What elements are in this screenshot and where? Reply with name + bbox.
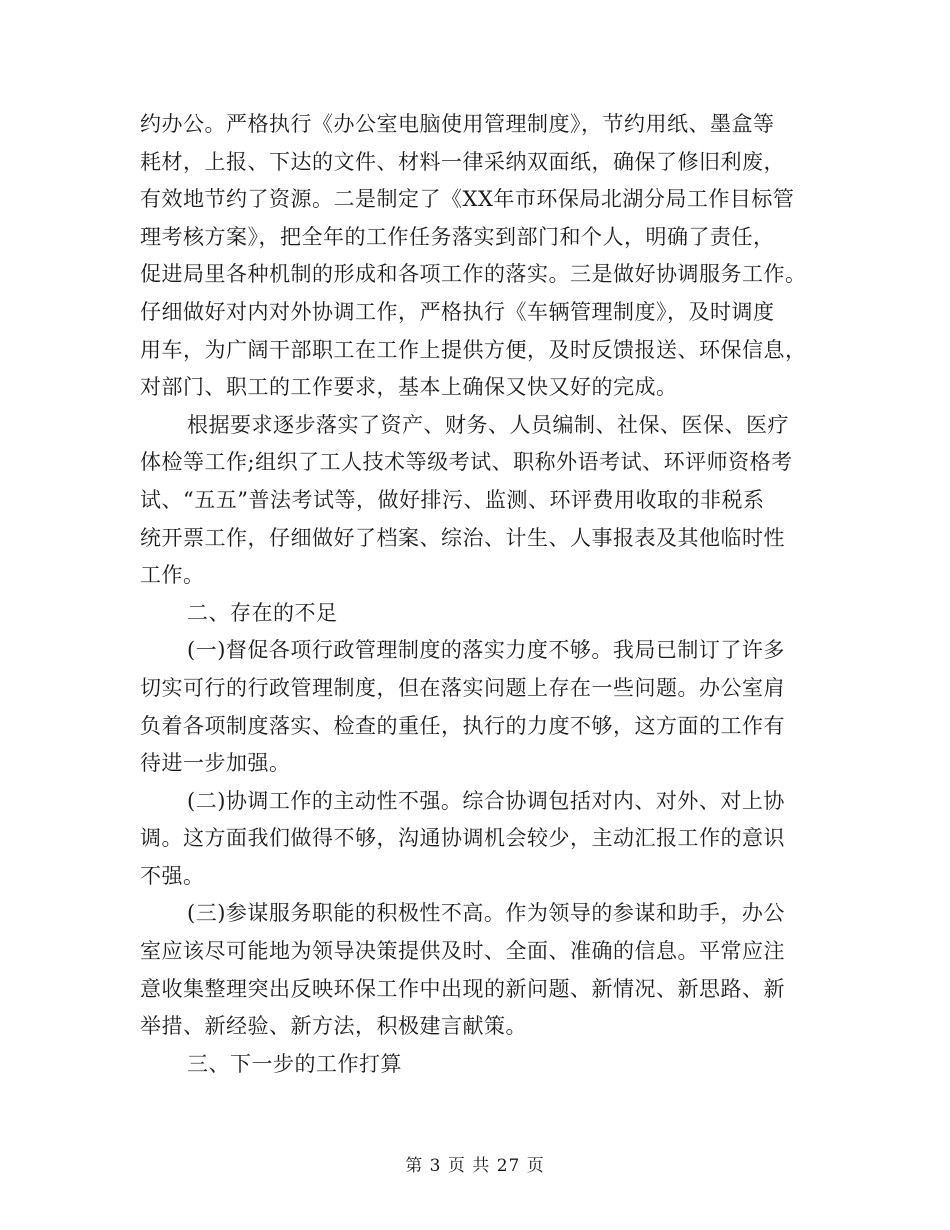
text-line: 仔细做好对内对外协调工作，严格执行《车辆管理制度》，及时调度 — [140, 299, 775, 324]
text-line: 有效地节约了资源。二是制定了《XX年市环保局北湖分局工作目标管 — [140, 187, 795, 212]
text-line: 意收集整理突出反映环保工作中出现的新问题、新情况、新思路、新 — [140, 976, 785, 1001]
text-line: 举措、新经验、新方法，积极建言献策。 — [140, 1014, 527, 1039]
text-line: 调。这方面我们做得不够，沟通协调机会较少，主动汇报工作的意识 — [140, 826, 785, 851]
text-line: 促进局里各种机制的形成和各项工作的落实。三是做好协调服务工作。 — [140, 262, 807, 287]
text-line: 用车，为广阔干部职工在工作上提供方便，及时反馈报送、环保信息， — [140, 337, 807, 362]
text-line: 体检等工作;组织了工人技术等级考试、职称外语考试、环评师资格考 — [140, 450, 793, 475]
text-line: 负着各项制度落实、检查的重任，执行的力度不够，这方面的工作有 — [140, 713, 785, 738]
section-heading: 三、下一步的工作打算 — [187, 1051, 402, 1076]
text-line: 待进一步加强。 — [140, 751, 291, 776]
text-line: 对部门、职工的工作要求，基本上确保又快又好的完成。 — [140, 375, 678, 400]
text-line: 耗材，上报、下达的文件、材料一律采纳双面纸，确保了修旧利废， — [140, 149, 785, 174]
text-line: 统开票工作，仔细做好了档案、综治、计生、人事报表及其他临时性 — [140, 525, 785, 550]
section-heading: 二、存在的不足 — [187, 600, 338, 625]
text-line: 理考核方案》，把全年的工作任务落实到部门和个人，明确了责任， — [140, 224, 775, 249]
paragraph-start-line: (三)参谋服务职能的积极性不高。作为领导的参谋和助手，办公 — [187, 901, 785, 926]
paragraph-start-line: 根据要求逐步落实了资产、财务、人员编制、社保、医保、医疗 — [187, 412, 789, 437]
text-line: 约办公。严格执行《办公室电脑使用管理制度》，节约用纸、墨盒等 — [140, 112, 775, 136]
text-line: 试、“五五”普法考试等，做好排污、监测、环评费用收取的非税系 — [140, 487, 765, 512]
document-body — [140, 106, 810, 1083]
paragraph-start-line: (一)督促各项行政管理制度的落实力度不够。我局已制订了许多 — [187, 638, 785, 663]
page-number-footer: 第 3 页 共 27 页 — [405, 1156, 545, 1176]
text-line: 工作。 — [140, 563, 205, 588]
paragraph-start-line: (二)协调工作的主动性不强。综合协调包括对内、对外、对上协 — [187, 788, 785, 813]
text-line: 不强。 — [140, 863, 205, 888]
text-line: 室应该尽可能地为领导决策提供及时、全面、准确的信息。平常应注 — [140, 939, 785, 964]
text-line: 切实可行的行政管理制度，但在落实问题上存在一些问题。办公室肩 — [140, 675, 785, 700]
